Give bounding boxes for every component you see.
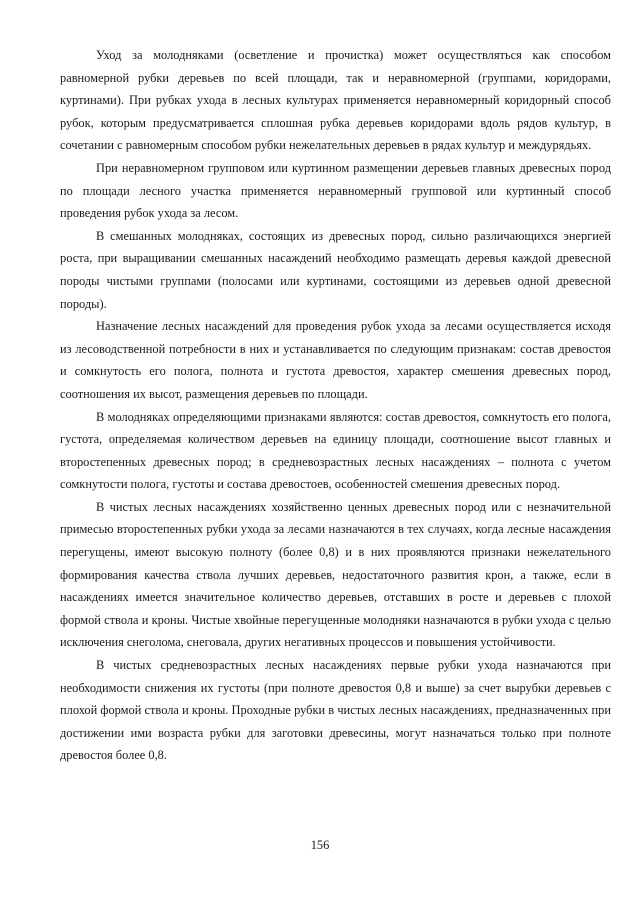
paragraph: В молодняках определяющими признаками являются: состав древостоя, сомкнутость его полога, густота, определяемая количеством деревьев на единицу площади, соотношение высот главных и второстепенных древесных пород; в средневозрастных лесных насаждениях – полнота с учетом сомкнутости полога, густоты и состава древостоев, особенностей смешения древесных пород.: [60, 409, 611, 492]
page-number: 156: [310, 838, 330, 852]
document-body: [60, 44, 611, 767]
paragraph: Уход за молодняками (осветление и прочистка) может осуществляться как способом равномерной рубки деревьев по всей площади, так и неравномерной (группами, коридорами, куртинами). При рубках ухода в лесных культурах применяется неравномерный коридорный способ рубок, которым предусматривается сплошная рубка деревьев коридорами вдоль рядов культур, в сочетании с равномерным способом рубки нежелательных деревьев в рядах культур и междурядьях.: [60, 48, 611, 153]
paragraph: В чистых лесных насаждениях хозяйственно ценных древесных пород или с незначительной примесью второстепенных рубки ухода за лесами назначаются в тех случаях, когда лесные насаждения перегущены, имеют высокую полноту (более 0,8) и в них проявляются признаки нежелательного формирования качества ствола лучших деревьев, недостаточного развития крон, а также, если в насаждениях имеется значительное количество деревьев, отставших в росте и деревьев с плохой формой ствола и кроны. Чистые хвойные перегущенные молодняки назначаются в рубки ухода с целью исключения снеголома, снеговала, других негативных процессов и повышения устойчивости.: [60, 499, 611, 650]
paragraph: В смешанных молодняках, состоящих из древесных пород, сильно различающихся энергией роста, при выращивании смешанных насаждений необходимо размещать деревья каждой древесной породы чистыми группами (полосами или куртинами, состоящими из деревьев одной древесной породы).: [60, 228, 611, 311]
paragraph: В чистых средневозрастных лесных насаждениях первые рубки ухода назначаются при необходимости снижения их густоты (при полноте древостоя 0,8 и выше) за счет вырубки деревьев с плохой формой ствола и кроны. Проходные рубки в чистых лесных насаждениях, предназначенных при достижении ими возраста рубки для заготовки древесины, могут назначаться только при полноте древостоя более 0,8.: [60, 658, 611, 763]
paragraph: При неравномерном групповом или куртинном размещении деревьев главных древесных пород по площади лесного участка применяется неравномерный групповой или куртинный способ проведения рубок ухода за лесом.: [60, 160, 611, 221]
paragraph: Назначение лесных насаждений для проведения рубок ухода за лесами осуществляется исходя из лесоводственной потребности в них и устанавливается по следующим признакам: состав древостоя и сомкнутость его полога, полнота и густота древостоя, характер смешения древесных пород, соотношения их высот, размещения деревьев по площади.: [60, 319, 611, 401]
